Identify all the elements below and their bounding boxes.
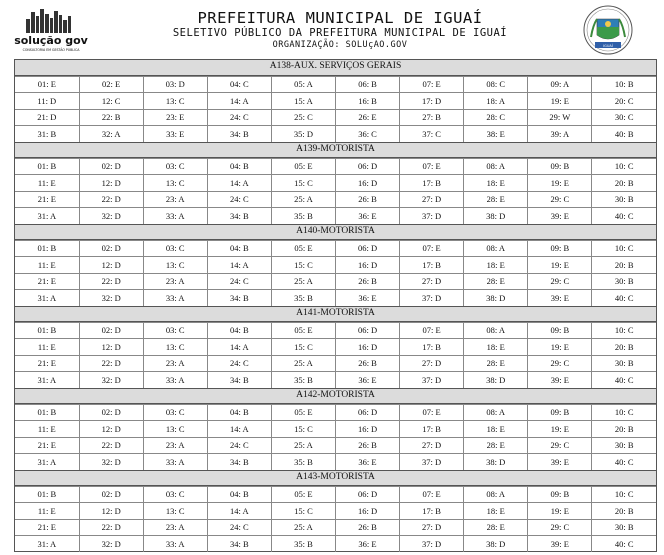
answer-cell: 23: A — [143, 273, 207, 290]
table-row — [15, 437, 656, 454]
answer-cell: 04: B — [207, 158, 271, 175]
block-title: A140-MOTORISTA — [15, 224, 656, 240]
table-row — [15, 454, 656, 471]
answer-cell: 16: D — [335, 503, 399, 520]
answer-cell: 19: E — [528, 93, 592, 110]
table-row — [15, 175, 656, 192]
answer-cell: 10: C — [592, 158, 656, 175]
answer-cell: 08: A — [464, 322, 528, 339]
answer-cell: 31: A — [15, 536, 79, 553]
answer-cell: 06: D — [335, 240, 399, 257]
answer-cell: 08: A — [464, 240, 528, 257]
answer-cell: 01: B — [15, 486, 79, 503]
answer-cell: 14: A — [207, 175, 271, 192]
answer-cell: 07: E — [400, 322, 464, 339]
answer-cell: 23: A — [143, 355, 207, 372]
answer-cell: 17: B — [400, 421, 464, 438]
answer-table — [15, 404, 656, 471]
answer-cell: 25: C — [271, 109, 335, 126]
answer-cell: 28: E — [464, 437, 528, 454]
answer-cell: 27: D — [400, 437, 464, 454]
answer-cell: 30: B — [592, 355, 656, 372]
table-row — [15, 191, 656, 208]
answer-cell: 06: D — [335, 404, 399, 421]
answer-cell: 10: C — [592, 486, 656, 503]
answer-cell: 32: D — [79, 536, 143, 553]
block-title: A138-AUX. SERVIÇOS GERAIS — [15, 60, 656, 76]
answer-cell: 38: D — [464, 536, 528, 553]
answer-cell: 37: D — [400, 536, 464, 553]
table-row — [15, 240, 656, 257]
answer-cell: 18: E — [464, 339, 528, 356]
answer-cell: 03: C — [143, 240, 207, 257]
answer-cell: 12: C — [79, 93, 143, 110]
answer-cell: 38: D — [464, 290, 528, 307]
answer-cell: 19: E — [528, 175, 592, 192]
page-subtitle: SELETIVO PÚBLICO DA PREFEITURA MUNICIPAL DE IGUAÍ — [172, 27, 508, 39]
municipal-seal-icon — [583, 5, 633, 55]
answer-cell: 02: D — [79, 486, 143, 503]
answer-cell: 36: E — [335, 208, 399, 225]
table-row — [15, 273, 656, 290]
answer-cell: 19: E — [528, 257, 592, 274]
answer-key-block — [15, 142, 656, 224]
answer-cell: 14: A — [207, 503, 271, 520]
answer-cell: 31: A — [15, 290, 79, 307]
answer-cell: 08: A — [464, 486, 528, 503]
answer-cell: 08: C — [464, 76, 528, 93]
answer-cell: 27: B — [400, 109, 464, 126]
answer-cell: 28: E — [464, 355, 528, 372]
answer-cell: 26: B — [335, 273, 399, 290]
answer-cell: 18: E — [464, 257, 528, 274]
answer-cell: 19: E — [528, 339, 592, 356]
answer-key-block — [15, 224, 656, 306]
answer-cell: 37: C — [400, 126, 464, 143]
answer-cell: 38: E — [464, 126, 528, 143]
answer-cell: 04: B — [207, 240, 271, 257]
answer-cell: 03: C — [143, 322, 207, 339]
answer-cell: 14: A — [207, 339, 271, 356]
answer-cell: 24: C — [207, 273, 271, 290]
answer-cell: 39: E — [528, 454, 592, 471]
answer-cell: 14: A — [207, 93, 271, 110]
block-title: A139-MOTORISTA — [15, 142, 656, 158]
answer-cell: 30: C — [592, 109, 656, 126]
answer-cell: 24: C — [207, 519, 271, 536]
answer-cell: 06: D — [335, 322, 399, 339]
answer-cell: 29: C — [528, 437, 592, 454]
answer-cell: 31: A — [15, 454, 79, 471]
answer-cell: 04: B — [207, 404, 271, 421]
answer-cell: 13: C — [143, 93, 207, 110]
answer-cell: 13: C — [143, 257, 207, 274]
answer-cell: 24: C — [207, 109, 271, 126]
answer-cell: 40: C — [592, 290, 656, 307]
answer-cell: 18: E — [464, 503, 528, 520]
answer-cell: 21: E — [15, 519, 79, 536]
answer-cell: 01: B — [15, 404, 79, 421]
table-row — [15, 404, 656, 421]
answer-cell: 10: B — [592, 76, 656, 93]
answer-cell: 02: D — [79, 404, 143, 421]
answer-cell: 05: A — [271, 76, 335, 93]
answer-cell: 39: E — [528, 536, 592, 553]
answer-cell: 15: C — [271, 257, 335, 274]
answer-cell: 11: E — [15, 421, 79, 438]
answer-cell: 22: D — [79, 355, 143, 372]
answer-cell: 24: C — [207, 191, 271, 208]
answer-cell: 11: E — [15, 175, 79, 192]
answer-cell: 27: D — [400, 519, 464, 536]
answer-cell: 23: A — [143, 191, 207, 208]
answer-cell: 11: E — [15, 503, 79, 520]
answer-cell: 39: E — [528, 372, 592, 389]
answer-key-block — [15, 60, 656, 142]
answer-cell: 07: E — [400, 158, 464, 175]
answer-table — [15, 486, 656, 553]
answer-cell: 35: B — [271, 290, 335, 307]
answer-cell: 33: A — [143, 208, 207, 225]
answer-cell: 13: C — [143, 503, 207, 520]
solucao-gov-logo — [14, 7, 88, 53]
answer-cell: 25: A — [271, 355, 335, 372]
answer-cell: 11: D — [15, 93, 79, 110]
answer-cell: 32: D — [79, 208, 143, 225]
answer-cell: 26: E — [335, 109, 399, 126]
answer-cell: 18: E — [464, 421, 528, 438]
answer-cell: 03: C — [143, 486, 207, 503]
answer-cell: 14: A — [207, 257, 271, 274]
answer-cell: 18: E — [464, 175, 528, 192]
answer-cell: 37: D — [400, 290, 464, 307]
answer-cell: 26: B — [335, 191, 399, 208]
table-row — [15, 372, 656, 389]
block-title: A143-MOTORISTA — [15, 470, 656, 486]
answer-cell: 30: B — [592, 191, 656, 208]
answer-cell: 17: B — [400, 503, 464, 520]
answer-cell: 02: D — [79, 240, 143, 257]
answer-cell: 33: A — [143, 372, 207, 389]
answer-cell: 33: A — [143, 454, 207, 471]
answer-cell: 27: D — [400, 191, 464, 208]
answer-cell: 09: B — [528, 404, 592, 421]
answer-cell: 04: B — [207, 486, 271, 503]
answer-cell: 11: E — [15, 339, 79, 356]
answer-cell: 13: C — [143, 339, 207, 356]
answer-cell: 02: D — [79, 158, 143, 175]
answer-cell: 12: D — [79, 503, 143, 520]
answer-cell: 29: C — [528, 191, 592, 208]
answer-cell: 09: B — [528, 158, 592, 175]
seal-caption: IGUAÍ — [603, 43, 613, 48]
answer-cell: 12: D — [79, 421, 143, 438]
answer-cell: 38: D — [464, 454, 528, 471]
answer-cell: 09: B — [528, 322, 592, 339]
table-row — [15, 109, 656, 126]
answer-cell: 24: C — [207, 437, 271, 454]
answer-cell: 26: B — [335, 437, 399, 454]
answer-cell: 40: C — [592, 536, 656, 553]
answer-cell: 29: C — [528, 519, 592, 536]
answer-cell: 13: C — [143, 175, 207, 192]
answer-cell: 37: D — [400, 372, 464, 389]
answer-cell: 22: D — [79, 519, 143, 536]
answer-cell: 35: B — [271, 454, 335, 471]
answer-cell: 16: D — [335, 257, 399, 274]
table-row — [15, 355, 656, 372]
answer-cell: 34: B — [207, 290, 271, 307]
logo-caption: CONSULTORIA EM GESTÃO PÚBLICA — [22, 48, 80, 52]
answer-cell: 36: E — [335, 290, 399, 307]
answer-key-sheet — [14, 59, 657, 552]
table-row — [15, 503, 656, 520]
answer-cell: 34: B — [207, 126, 271, 143]
answer-cell: 03: C — [143, 158, 207, 175]
answer-cell: 35: B — [271, 372, 335, 389]
answer-cell: 17: D — [400, 93, 464, 110]
answer-cell: 10: C — [592, 404, 656, 421]
table-row — [15, 208, 656, 225]
answer-cell: 30: B — [592, 519, 656, 536]
answer-cell: 28: E — [464, 191, 528, 208]
answer-cell: 02: D — [79, 322, 143, 339]
answer-cell: 31: A — [15, 208, 79, 225]
answer-cell: 31: A — [15, 372, 79, 389]
answer-cell: 27: D — [400, 355, 464, 372]
answer-cell: 01: E — [15, 76, 79, 93]
table-row — [15, 257, 656, 274]
answer-cell: 22: B — [79, 109, 143, 126]
answer-cell: 32: D — [79, 290, 143, 307]
answer-cell: 12: D — [79, 257, 143, 274]
table-row — [15, 322, 656, 339]
table-row — [15, 486, 656, 503]
answer-cell: 20: B — [592, 421, 656, 438]
page-title: PREFEITURA MUNICIPAL DE IGUAÍ — [197, 9, 483, 27]
answer-cell: 20: B — [592, 257, 656, 274]
answer-cell: 05: E — [271, 158, 335, 175]
answer-cell: 25: A — [271, 273, 335, 290]
answer-cell: 21: E — [15, 437, 79, 454]
table-row — [15, 93, 656, 110]
answer-cell: 35: B — [271, 536, 335, 553]
answer-cell: 34: B — [207, 454, 271, 471]
answer-cell: 08: A — [464, 404, 528, 421]
answer-cell: 10: C — [592, 240, 656, 257]
answer-cell: 17: B — [400, 175, 464, 192]
table-row — [15, 290, 656, 307]
answer-cell: 28: C — [464, 109, 528, 126]
answer-cell: 09: A — [528, 76, 592, 93]
answer-cell: 07: E — [400, 486, 464, 503]
answer-cell: 33: E — [143, 126, 207, 143]
answer-key-block — [15, 306, 656, 388]
answer-table — [15, 76, 656, 143]
answer-cell: 12: D — [79, 339, 143, 356]
answer-cell: 28: E — [464, 273, 528, 290]
answer-cell: 15: C — [271, 503, 335, 520]
answer-cell: 10: C — [592, 322, 656, 339]
answer-cell: 20: B — [592, 175, 656, 192]
answer-cell: 38: D — [464, 372, 528, 389]
answer-cell: 40: C — [592, 208, 656, 225]
answer-cell: 06: D — [335, 486, 399, 503]
answer-cell: 13: C — [143, 421, 207, 438]
answer-cell: 40: C — [592, 372, 656, 389]
answer-cell: 29: W — [528, 109, 592, 126]
table-row — [15, 536, 656, 553]
table-row — [15, 158, 656, 175]
table-row — [15, 126, 656, 143]
answer-cell: 37: D — [400, 208, 464, 225]
answer-cell: 28: E — [464, 519, 528, 536]
answer-cell: 20: B — [592, 339, 656, 356]
answer-cell: 05: E — [271, 404, 335, 421]
answer-cell: 34: B — [207, 208, 271, 225]
table-row — [15, 76, 656, 93]
answer-cell: 25: A — [271, 191, 335, 208]
answer-cell: 21: D — [15, 109, 79, 126]
answer-cell: 39: E — [528, 208, 592, 225]
answer-cell: 16: B — [335, 93, 399, 110]
answer-cell: 36: C — [335, 126, 399, 143]
answer-table — [15, 158, 656, 225]
answer-cell: 29: C — [528, 355, 592, 372]
answer-cell: 35: B — [271, 208, 335, 225]
answer-cell: 03: C — [143, 404, 207, 421]
answer-cell: 16: D — [335, 421, 399, 438]
answer-cell: 36: E — [335, 454, 399, 471]
answer-cell: 18: A — [464, 93, 528, 110]
answer-cell: 30: B — [592, 437, 656, 454]
answer-cell: 09: B — [528, 486, 592, 503]
answer-cell: 15: C — [271, 175, 335, 192]
answer-cell: 26: B — [335, 519, 399, 536]
answer-cell: 05: E — [271, 240, 335, 257]
answer-cell: 16: D — [335, 175, 399, 192]
answer-cell: 25: A — [271, 519, 335, 536]
answer-cell: 15: C — [271, 421, 335, 438]
answer-cell: 01: B — [15, 322, 79, 339]
answer-cell: 06: D — [335, 158, 399, 175]
answer-cell: 05: E — [271, 486, 335, 503]
answer-cell: 15: C — [271, 339, 335, 356]
answer-table — [15, 322, 656, 389]
answer-cell: 12: D — [79, 175, 143, 192]
answer-cell: 08: A — [464, 158, 528, 175]
table-row — [15, 339, 656, 356]
answer-cell: 09: B — [528, 240, 592, 257]
answer-cell: 20: C — [592, 93, 656, 110]
answer-cell: 23: A — [143, 519, 207, 536]
answer-cell: 36: E — [335, 372, 399, 389]
answer-cell: 25: A — [271, 437, 335, 454]
answer-cell: 19: E — [528, 503, 592, 520]
answer-cell: 04: B — [207, 322, 271, 339]
answer-cell: 23: A — [143, 437, 207, 454]
answer-key-block — [15, 470, 656, 552]
answer-cell: 22: D — [79, 437, 143, 454]
answer-cell: 34: B — [207, 372, 271, 389]
table-row — [15, 421, 656, 438]
answer-cell: 29: C — [528, 273, 592, 290]
answer-cell: 37: D — [400, 454, 464, 471]
answer-key-block — [15, 388, 656, 470]
answer-cell: 35: D — [271, 126, 335, 143]
answer-cell: 40: C — [592, 454, 656, 471]
answer-table — [15, 240, 656, 307]
answer-cell: 22: D — [79, 191, 143, 208]
answer-cell: 20: B — [592, 503, 656, 520]
answer-cell: 23: E — [143, 109, 207, 126]
answer-cell: 38: D — [464, 208, 528, 225]
answer-cell: 27: D — [400, 273, 464, 290]
table-row — [15, 519, 656, 536]
answer-cell: 36: E — [335, 536, 399, 553]
answer-cell: 17: B — [400, 257, 464, 274]
answer-cell: 11: E — [15, 257, 79, 274]
answer-cell: 22: D — [79, 273, 143, 290]
answer-cell: 14: A — [207, 421, 271, 438]
answer-cell: 31: B — [15, 126, 79, 143]
page-header — [0, 0, 664, 58]
answer-cell: 26: B — [335, 355, 399, 372]
answer-cell: 15: A — [271, 93, 335, 110]
answer-cell: 01: B — [15, 240, 79, 257]
answer-cell: 33: A — [143, 290, 207, 307]
answer-cell: 07: E — [400, 240, 464, 257]
answer-cell: 30: B — [592, 273, 656, 290]
answer-cell: 32: D — [79, 372, 143, 389]
answer-cell: 01: B — [15, 158, 79, 175]
answer-cell: 02: E — [79, 76, 143, 93]
answer-cell: 19: E — [528, 421, 592, 438]
answer-cell: 32: A — [79, 126, 143, 143]
answer-cell: 40: B — [592, 126, 656, 143]
answer-cell: 32: D — [79, 454, 143, 471]
answer-cell: 17: B — [400, 339, 464, 356]
answer-cell: 07: E — [400, 76, 464, 93]
answer-cell: 21: E — [15, 191, 79, 208]
answer-cell: 21: E — [15, 355, 79, 372]
answer-cell: 34: B — [207, 536, 271, 553]
organization-line: ORGANIZAÇÃO: SOLUçAO.GOV — [272, 40, 408, 50]
block-title: A142-MOTORISTA — [15, 388, 656, 404]
answer-cell: 24: C — [207, 355, 271, 372]
answer-cell: 16: D — [335, 339, 399, 356]
answer-cell: 21: E — [15, 273, 79, 290]
logo-wordmark: solução gov — [14, 34, 88, 47]
answer-cell: 04: C — [207, 76, 271, 93]
answer-cell: 03: D — [143, 76, 207, 93]
answer-cell: 39: E — [528, 290, 592, 307]
answer-cell: 33: A — [143, 536, 207, 553]
answer-cell: 39: A — [528, 126, 592, 143]
block-title: A141-MOTORISTA — [15, 306, 656, 322]
answer-cell: 05: E — [271, 322, 335, 339]
answer-cell: 07: E — [400, 404, 464, 421]
answer-cell: 06: B — [335, 76, 399, 93]
